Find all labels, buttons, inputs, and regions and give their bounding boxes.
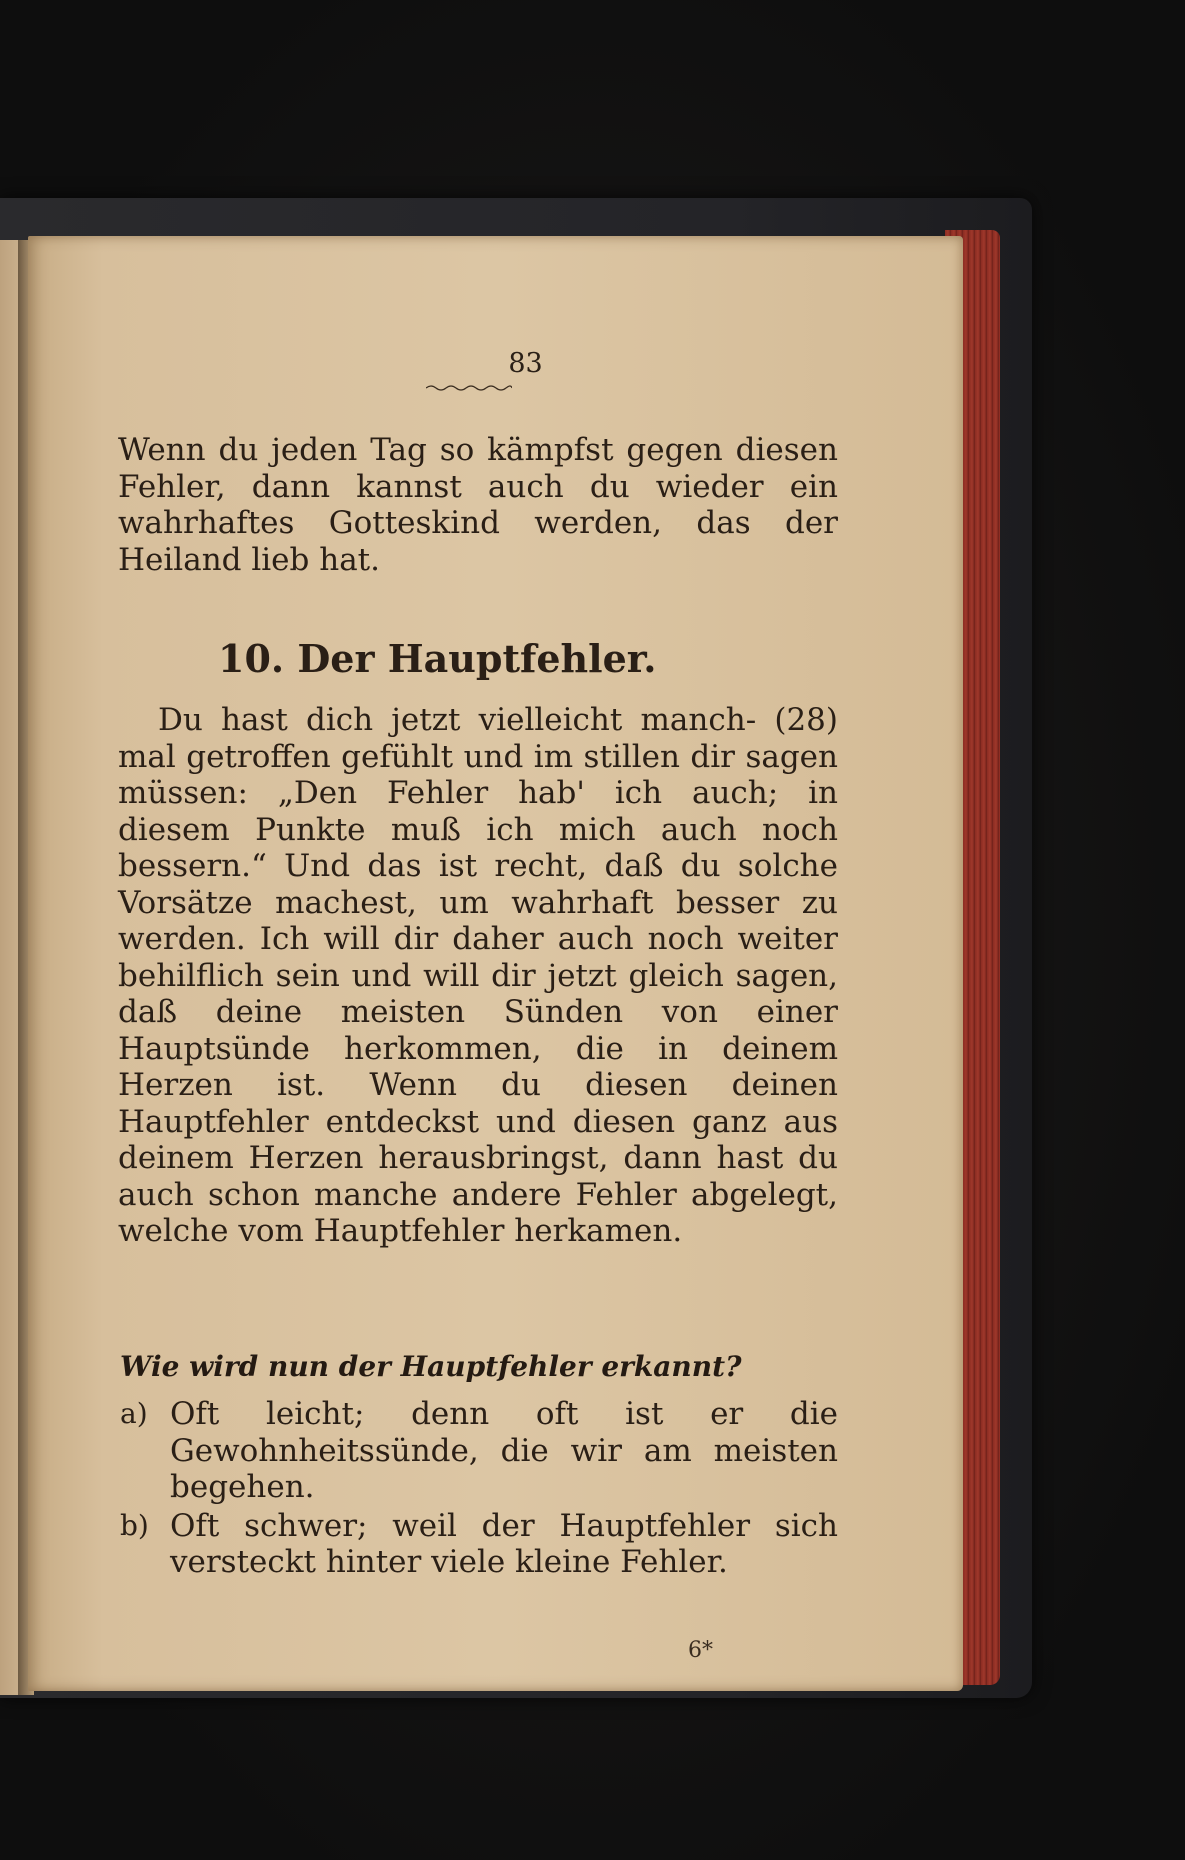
question-heading: Wie wird nun der Hauptfehler erkannt?: [120, 1350, 742, 1383]
answer-item: [120, 1396, 838, 1506]
answer-text: Oft leicht; denn oft ist er die Gewohnheitssünde, die wir am meisten begehen.: [170, 1396, 838, 1505]
answer-marker: a): [120, 1397, 148, 1430]
signature-mark: 6*: [688, 1638, 713, 1663]
page-number-flourish: [426, 384, 512, 392]
answer-list: [120, 1396, 838, 1583]
answer-marker: b): [120, 1508, 149, 1542]
answer-text: Oft schwer; weil der Hauptfehler sich versteckt hinter viele kleine Fehler.: [170, 1507, 838, 1580]
paragraph-main: Du hast dich jetzt vielleicht manch- (28) mal getroffen gefühlt und im stillen dir sagen müssen: „Den Fehler hab' ich auch; in diesem Punkte muß ich mich auch noch bessern.“ Und das ist recht, daß du solche Vorsätze machest, um wahrhaft besser zu werden. Ich will dir daher auch noch weiter behilflich sein und will dir jetzt gleich sagen, daß deine meisten Sünden von einer Hauptsünde herkommen, die in deinem Herzen ist. Wenn du diesen deinen Hauptfehler entdeckst und diesen ganz aus deinem Herzen herausbringst, dann hast du auch schon manche andere Fehler abgelegt, welche vom Hauptfehler herkamen.: [118, 702, 838, 1249]
page-number: 83: [508, 348, 543, 379]
answer-item: [120, 1508, 838, 1581]
paragraph-continued: Wenn du jeden Tag so kämpfst gegen diesen Fehler, dann kannst auch du wieder ein wahrhaftes Gotteskind werden, das der Heiland lieb hat.: [118, 432, 838, 578]
section-heading: 10. Der Hauptfehler.: [218, 636, 657, 681]
book-page: [28, 236, 963, 1691]
